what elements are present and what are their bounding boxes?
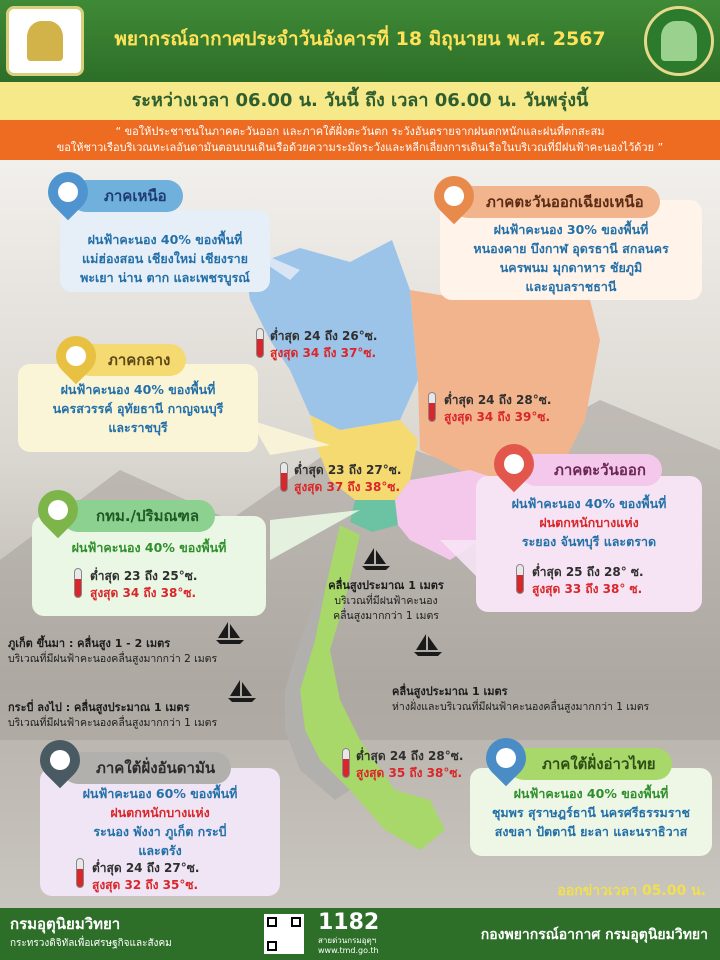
andaman-temp-min: ต่ำสุด 24 ถึง 27°ซ. <box>92 861 200 875</box>
gulf-region-tag: ภาคใต้ฝั่งอ่าวไทย <box>508 748 672 780</box>
footer-department: กรมอุตุนิยมวิทยา <box>10 915 121 933</box>
phuket-sailboat-icon <box>214 620 246 646</box>
north-region-tag: ภาคเหนือ <box>70 180 183 212</box>
northeast-rain: ฝนฟ้าคะนอง 30% ของพื้นที่ <box>493 222 649 237</box>
northeast-areas-2: นครพนม มุกดาหาร ชัยภูมิ <box>499 260 643 275</box>
central-rain: ฝนฟ้าคะนอง 40% ของพื้นที่ <box>60 382 216 397</box>
central-region-tag: ภาคกลาง <box>74 344 186 376</box>
phuket-wave-info <box>8 636 217 667</box>
central-temp-min: ต่ำสุด 23 ถึง 27°ซ. <box>294 463 402 477</box>
header-bar <box>0 0 720 82</box>
andaman-rain: ฝนฟ้าคะนอง 60% ของพื้นที่ <box>82 786 238 801</box>
website-link[interactable]: www.tmd.go.th <box>318 946 379 955</box>
ministry-logo-icon <box>6 6 84 76</box>
gulf-upper-wave-desc-1: บริเวณที่มีฝนฟ้าคะนอง <box>334 595 438 607</box>
central-temperature <box>294 462 401 496</box>
bangkok-temp-max: สูงสุด 34 ถึง 38°ซ. <box>90 586 197 600</box>
northeast-thermometer-icon <box>428 392 436 422</box>
gulf-rain: ฝนฟ้าคะนอง 40% ของพื้นที่ <box>513 786 669 801</box>
gulf-lower-wave-info <box>392 684 649 715</box>
page-title: พยากรณ์อากาศประจำวันอังคารที่ 18 มิถุนายน พ.ศ. 2567 <box>114 28 606 50</box>
east-thermometer-icon <box>516 564 524 594</box>
northeast-temp-max: สูงสุด 34 ถึง 39°ซ. <box>444 410 551 424</box>
gulf-upper-wave-desc-2: คลื่นสูงมากกว่า 1 เมตร <box>333 610 439 622</box>
north-temp-min: ต่ำสุด 24 ถึง 26°ซ. <box>270 329 378 343</box>
andaman-areas-2: และตรัง <box>138 843 182 858</box>
andaman-region-tag: ภาคใต้ฝั่งอันดามัน <box>62 752 231 784</box>
krabi-sailboat-icon <box>226 678 258 704</box>
gulf-areas-1: ชุมพร สุราษฎร์ธานี นครศรีธรรมราช <box>491 805 691 820</box>
east-region-tag: ภาคตะวันออก <box>520 454 662 486</box>
hotline-caption-1: สายด่วนกรมอุตุฯ <box>318 936 377 945</box>
krabi-wave-info <box>8 700 217 731</box>
forecast-period: ระหว่างเวลา 06.00 น. วันนี้ ถึง เวลา 06.00 น. วันพรุ่งนี้ <box>0 82 720 120</box>
north-thermometer-icon <box>256 328 264 358</box>
bangkok-temp-min: ต่ำสุด 23 ถึง 25°ซ. <box>90 569 198 583</box>
footer-bar <box>0 908 720 960</box>
gulf-temperature <box>356 748 463 782</box>
northeast-temperature <box>444 392 551 426</box>
central-callout <box>18 364 258 452</box>
andaman-temp-max: สูงสุด 32 ถึง 35°ซ. <box>92 878 199 892</box>
northeast-areas-3: และอุบลราชธานี <box>525 279 617 294</box>
hotline-number: 1182 <box>318 910 380 935</box>
north-areas-2: พะเยา น่าน ตาก และเพชรบูรณ์ <box>80 270 250 285</box>
phuket-wave-title: ภูเก็ต ขึ้นมา : คลื่นสูง 1 - 2 เมตร <box>8 637 171 650</box>
phuket-wave-desc: บริเวณที่มีฝนฟ้าคะนองคลื่นสูงมากกว่า 2 เมตร <box>8 653 218 665</box>
east-heavy-rain: ฝนตกหนักบางแห่ง <box>539 515 639 530</box>
krabi-wave-desc: บริเวณที่มีฝนฟ้าคะนองคลื่นสูงมากกว่า 1 เมตร <box>8 717 218 729</box>
hotline-caption <box>318 936 379 956</box>
footer-ministry: กระทรวงดิจิทัลเพื่อเศรษฐกิจและสังคม <box>10 938 172 949</box>
east-temp-max: สูงสุด 33 ถึง 38° ซ. <box>532 582 643 596</box>
east-areas-1: ระยอง จันทบุรี และตราด <box>521 534 657 549</box>
central-areas-1: นครสวรรค์ อุทัยธานี กาญจนบุรี <box>52 401 224 416</box>
krabi-wave-title: กระบี่ ลงไป : คลื่นสูงประมาณ 1 เมตร <box>8 701 190 714</box>
andaman-areas-1: ระนอง พังงา ภูเก็ต กระบี่ <box>93 824 227 839</box>
bangkok-thermometer-icon <box>74 568 82 598</box>
andaman-callout <box>40 768 280 896</box>
gulf-temp-min: ต่ำสุด 24 ถึง 28°ซ. <box>356 749 464 763</box>
gulf-lower-sailboat-icon <box>412 632 444 658</box>
warning-line-1: “ ขอให้ประชาชนในภาคตะวันออก และภาคใต้ฝั่งตะวันตก ระวังอันตรายจากฝนตกหนักและฝนที่ตกสะสม <box>115 125 605 138</box>
north-areas-1: แม่ฮ่องสอน เชียงใหม่ เชียงราย <box>82 251 248 266</box>
gulf-upper-wave-title: คลื่นสูงประมาณ 1 เมตร <box>328 579 444 592</box>
gulf-areas-2: สงขลา ปัตตานี ยะลา และนราธิวาส <box>494 824 688 839</box>
qr-code-icon[interactable] <box>264 914 304 954</box>
gulf-lower-wave-desc: ห่างฝั่งและบริเวณที่มีฝนฟ้าคะนองคลื่นสูงมากกว่า 1 เมตร <box>392 701 650 713</box>
east-temperature <box>532 564 644 598</box>
east-rain: ฝนฟ้าคะนอง 40% ของพื้นที่ <box>511 496 667 511</box>
andaman-heavy-rain: ฝนตกหนักบางแห่ง <box>110 805 210 820</box>
gulf-temp-max: สูงสุด 35 ถึง 38°ซ. <box>356 766 463 780</box>
north-callout <box>60 210 270 292</box>
andaman-thermometer-icon <box>76 858 84 888</box>
east-temp-min: ต่ำสุด 25 ถึง 28° ซ. <box>532 565 644 579</box>
issue-time: ออกข่าวเวลา 05.00 น. <box>557 883 706 899</box>
central-areas-2: และราชบุรี <box>108 420 168 435</box>
bangkok-rain: ฝนฟ้าคะนอง 40% ของพื้นที่ <box>71 540 227 555</box>
central-thermometer-icon <box>280 462 288 492</box>
footer-division: กองพยากรณ์อากาศ กรมอุตุนิยมวิทยา <box>480 927 708 943</box>
east-callout <box>476 476 702 612</box>
gulf-upper-sailboat-icon <box>360 546 392 572</box>
central-temp-max: สูงสุด 37 ถึง 38°ซ. <box>294 480 401 494</box>
andaman-temperature <box>92 860 199 894</box>
northeast-region-tag: ภาคตะวันออกเฉียงเหนือ <box>452 186 660 218</box>
tmd-logo-icon <box>644 6 714 76</box>
bangkok-temperature <box>90 568 197 602</box>
northeast-areas-1: หนองคาย บึงกาฬ อุดรธานี สกลนคร <box>473 241 669 256</box>
north-temp-max: สูงสุด 34 ถึง 37°ซ. <box>270 346 377 360</box>
northeast-temp-min: ต่ำสุด 24 ถึง 28°ซ. <box>444 393 552 407</box>
warning-banner <box>0 120 720 160</box>
gulf-lower-wave-title: คลื่นสูงประมาณ 1 เมตร <box>392 685 508 698</box>
bangkok-region-tag: กทม./ปริมณฑล <box>62 500 215 532</box>
gulf-upper-wave-info <box>316 578 456 624</box>
north-rain: ฝนฟ้าคะนอง 40% ของพื้นที่ <box>87 232 243 247</box>
north-temperature <box>270 328 377 362</box>
gulf-thermometer-icon <box>342 748 350 778</box>
warning-line-2: ขอให้ชาวเรือบริเวณทะเลอันดามันตอนบนเดินเรือด้วยความระมัดระวังและหลีกเลี่ยงการเดินเรือในบริเวณที่มีฝนฟ้าคะนองไว้ด้วย ” <box>56 141 664 154</box>
